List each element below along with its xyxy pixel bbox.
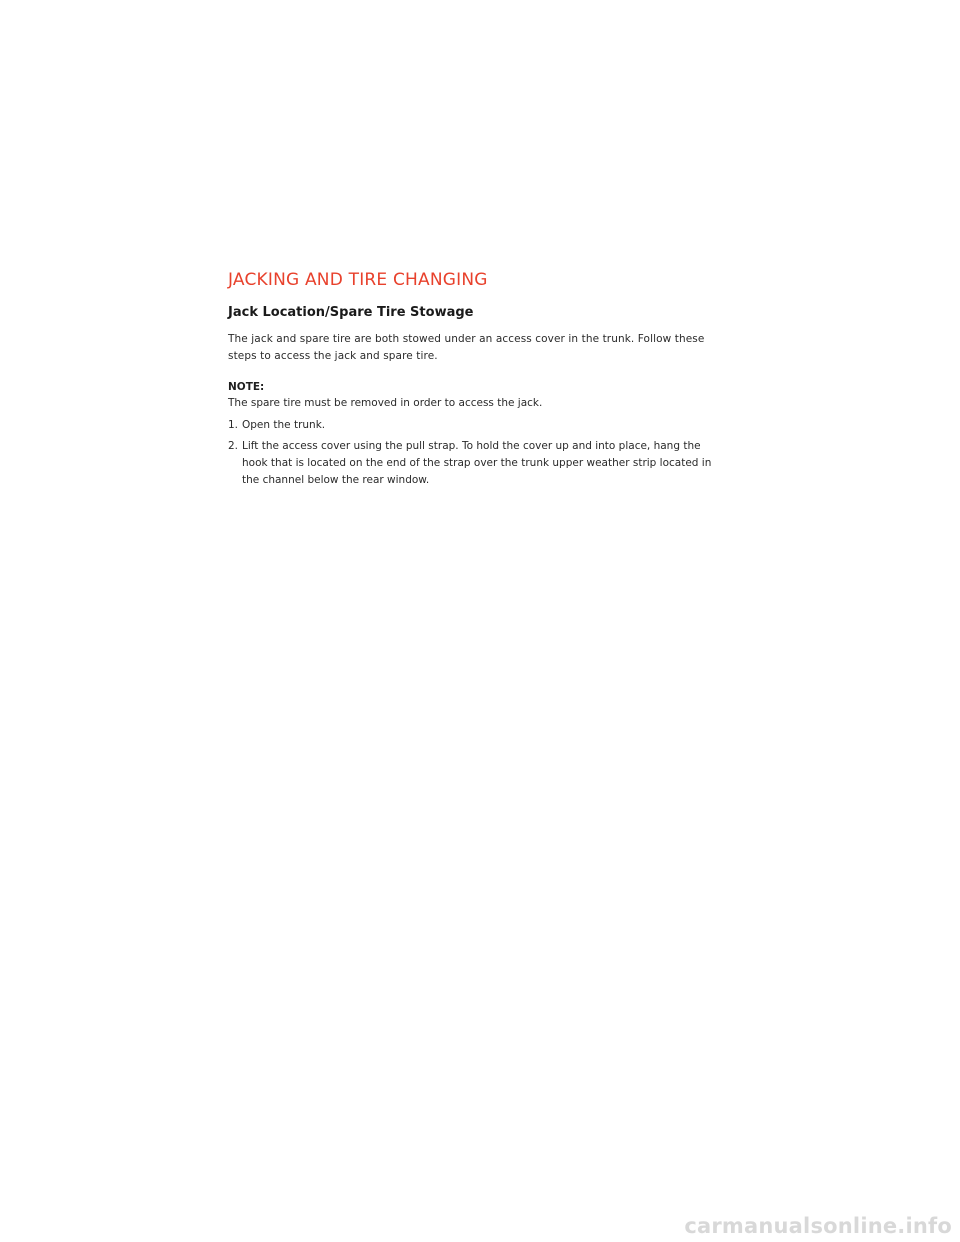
step-item — [228, 438, 718, 489]
section-title: JACKING AND TIRE CHANGING — [228, 270, 488, 290]
steps-list — [228, 417, 718, 489]
content-column — [228, 268, 718, 489]
step-number: 1. — [228, 419, 239, 431]
watermark-text: carmanualsonline.info — [684, 1214, 952, 1238]
intro-paragraph: The jack and spare tire are both stowed under an access cover in the trunk. Follow these steps to access the jack and spare tire. — [228, 333, 705, 362]
step-item — [228, 417, 718, 434]
note-label: NOTE: — [228, 381, 265, 393]
step-text: Lift the access cover using the pull strap. To hold the cover up and into place, hang the hook that is located on the end of the strap over the trunk upper weather strip located in the channel below the rear window. — [242, 440, 712, 486]
note-text: The spare tire must be removed in order to access the jack. — [228, 397, 543, 409]
step-text: Open the trunk. — [242, 419, 326, 431]
step-number: 2. — [228, 440, 239, 452]
subsection-title: Jack Location/Spare Tire Stowage — [228, 305, 474, 320]
